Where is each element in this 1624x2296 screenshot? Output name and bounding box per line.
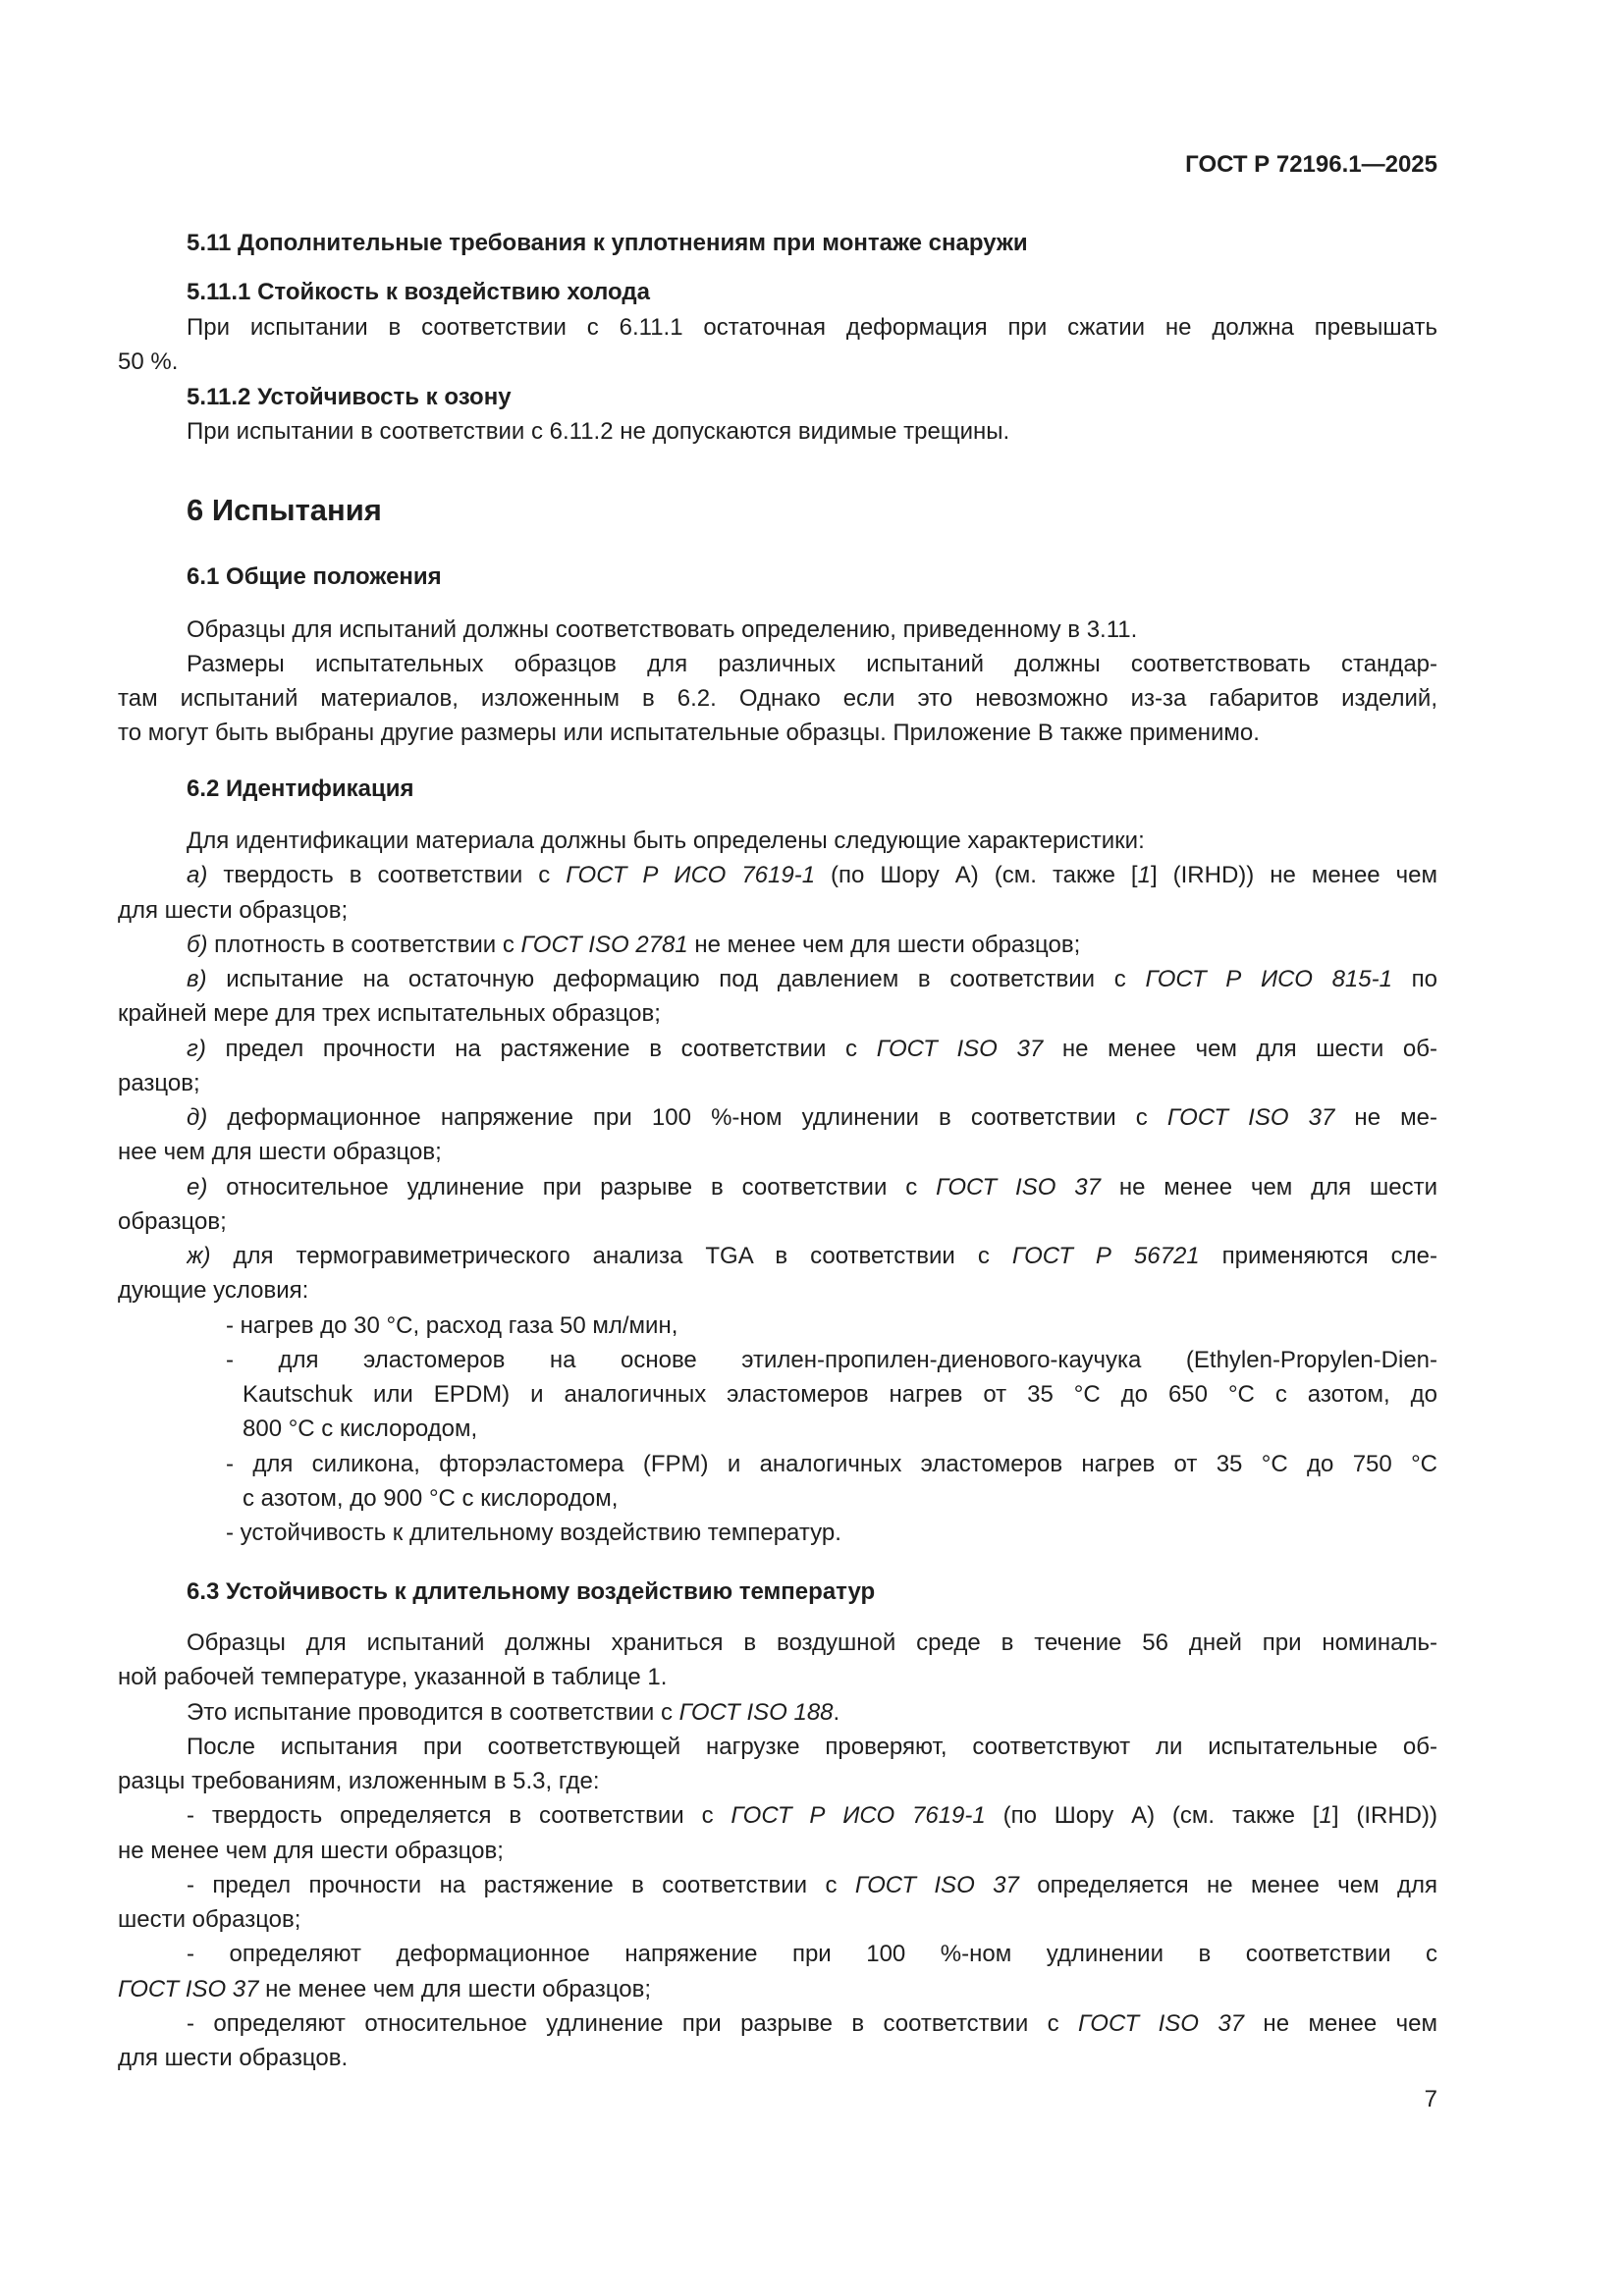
text-line: шести образцов;: [118, 1906, 301, 1933]
text-span: .: [833, 1698, 840, 1726]
text-line: Образцы для испытаний должны соответствовать определению, приведенному в 3.11.: [187, 616, 1138, 643]
text-line: образцов;: [118, 1207, 227, 1235]
text-line: - определяют деформационное напряжение при 100 %-ном удлинении в соответствии с: [187, 1941, 1437, 1968]
text-span: ] (IRHD)) не менее чем: [1150, 862, 1437, 889]
text-span: деформационное напряжение при 100 %-ном удлинении в соответствии с: [207, 1104, 1167, 1131]
text-span: не менее чем для шести образцов;: [258, 1975, 652, 2002]
text-line: нее чем для шести образцов;: [118, 1139, 442, 1166]
text-span: для термогравиметрического анализа TGA в соответствии с: [210, 1243, 1012, 1269]
italic-reference: ГОСТ Р 56721: [1011, 1243, 1200, 1269]
text-line: [187, 929, 1080, 962]
text-line: 6 Испытания: [187, 493, 382, 527]
text-line: [187, 859, 1437, 892]
text-line: [187, 2007, 1437, 2041]
text-line: для шести образцов.: [118, 2045, 349, 2071]
text-line: 6.1 Общие положения: [187, 563, 442, 590]
text-line: Образцы для испытаний должны храниться в воздушной среде в течение 56 дней при номиналь-: [187, 1629, 1437, 1656]
page-number: 7: [1424, 2086, 1437, 2112]
text-span: (по Шору А) (см. также [: [985, 1802, 1320, 1830]
text-span: не менее чем для шести об-: [1043, 1035, 1437, 1062]
text-line: Kautschuk или EPDM) и аналогичных эластомеров нагрев от 35 °С до 650 °С с азотом, до: [243, 1381, 1437, 1408]
italic-reference: ГОСТ ISO 37: [854, 1871, 1019, 1898]
text-span: - определяют относительное удлинение при разрыве в соответствии с: [187, 2009, 1079, 2037]
text-span: Это испытание проводится в соответствии с: [187, 1698, 679, 1726]
italic-reference: ГОСТ ISO 37: [118, 1975, 259, 2002]
text-line: там испытаний материалов, изложенным в 6.2. Однако если это невозможно из-за габаритов изделий,: [118, 685, 1437, 712]
text-line: [187, 1799, 1437, 1833]
text-line: - для силикона, фторэластомера (FPM) и аналогичных эластомеров нагрев от 35 °С до 750 °С: [226, 1450, 1437, 1477]
italic-reference: 1: [1319, 1802, 1332, 1830]
text-line: с азотом, до 900 °С с кислородом,: [243, 1484, 619, 1512]
italic-reference: ГОСТ ISO 37: [1166, 1104, 1335, 1131]
italic-reference: ж): [187, 1243, 211, 1269]
text-line: При испытании в соответствии с 6.11.1 остаточная деформация при сжатии не должна превышать: [187, 314, 1437, 341]
document-code-header: ГОСТ Р 72196.1—2025: [1185, 151, 1437, 178]
text-line: - нагрев до 30 °С, расход газа 50 мл/мин,: [226, 1311, 678, 1339]
text-line: [187, 1869, 1437, 1902]
text-span: плотность в соответствии с: [207, 931, 521, 958]
text-line: - для эластомеров на основе этилен-пропилен-диенового-каучука (Ethylen-Propylen-Dien-: [226, 1346, 1437, 1373]
text-span: не менее чем для шести образцов;: [687, 931, 1081, 958]
italic-reference: ГОСТ ISO 37: [1078, 2009, 1245, 2037]
text-span: определяется не менее чем для: [1018, 1871, 1437, 1898]
italic-reference: ГОСТ Р ИСО 815-1: [1145, 966, 1392, 992]
text-line: [118, 1973, 651, 2006]
text-line: 5.11.1 Стойкость к воздействию холода: [187, 279, 650, 305]
text-line: 50 %.: [118, 348, 179, 375]
text-span: не ме-: [1334, 1104, 1437, 1131]
text-line: 800 °С с кислородом,: [243, 1415, 478, 1443]
text-line: [187, 1101, 1437, 1135]
text-line: [187, 1240, 1437, 1273]
italic-reference: ГОСТ ISO 188: [678, 1698, 834, 1726]
text-span: (по Шору А) (см. также [: [815, 862, 1138, 889]
text-line: [187, 1033, 1437, 1066]
text-line: Для идентификации материала должны быть определены следующие характеристики:: [187, 828, 1145, 854]
text-line: разцы требованиям, изложенным в 5.3, где:: [118, 1768, 600, 1794]
text-line: ной рабочей температуре, указанной в таблице 1.: [118, 1664, 668, 1691]
italic-reference: ГОСТ ISO 2781: [520, 931, 688, 958]
text-line: При испытании в соответствии с 6.11.2 не допускаются видимые трещины.: [187, 418, 1010, 445]
text-line: [187, 963, 1437, 996]
italic-reference: ГОСТ Р ИСО 7619-1: [731, 1802, 986, 1830]
italic-reference: г): [187, 1035, 206, 1062]
text-line: Размеры испытательных образцов для различных испытаний должны соответствовать стандар-: [187, 651, 1437, 677]
text-span: - предел прочности на растяжение в соответствии с: [187, 1871, 855, 1898]
italic-reference: а): [187, 862, 208, 889]
text-span: - твердость определяется в соответствии с: [187, 1802, 731, 1830]
text-span: не менее чем для шести: [1100, 1173, 1437, 1201]
text-line: то могут быть выбраны другие размеры или испытательные образцы. Приложение В также применимо.: [118, 720, 1260, 746]
text-span: испытание на остаточную деформацию под давлением в соответствии с: [206, 966, 1146, 992]
text-line: [187, 1696, 839, 1730]
text-span: по: [1391, 966, 1437, 992]
italic-reference: ГОСТ ISO 37: [936, 1173, 1101, 1201]
text-span: относительное удлинение при разрыве в соответствии с: [207, 1173, 937, 1201]
text-span: твердость в соответствии с: [207, 862, 567, 889]
italic-reference: д): [187, 1104, 208, 1131]
text-span: предел прочности на растяжение в соответствии с: [205, 1035, 877, 1062]
text-line: для шести образцов;: [118, 896, 349, 924]
text-line: не менее чем для шести образцов;: [118, 1837, 504, 1864]
italic-reference: 1: [1137, 862, 1151, 889]
text-span: не менее чем: [1244, 2009, 1437, 2037]
text-line: 6.2 Идентификация: [187, 775, 414, 802]
italic-reference: ГОСТ ISO 37: [876, 1035, 1044, 1062]
italic-reference: в): [187, 966, 207, 992]
text-line: - устойчивость к длительному воздействию температур.: [226, 1520, 841, 1546]
text-line: 5.11.2 Устойчивость к озону: [187, 384, 512, 410]
italic-reference: б): [187, 931, 208, 958]
italic-reference: ГОСТ Р ИСО 7619-1: [566, 862, 816, 889]
text-line: разцов;: [118, 1069, 200, 1096]
text-line: 6.3 Устойчивость к длительному воздействию температур: [187, 1578, 876, 1605]
text-line: 5.11 Дополнительные требования к уплотнениям при монтаже снаружи: [187, 230, 1028, 256]
text-line: дующие условия:: [118, 1277, 309, 1305]
text-line: крайней мере для трех испытательных образцов;: [118, 1000, 661, 1028]
italic-reference: е): [187, 1173, 208, 1201]
text-line: После испытания при соответствующей нагрузке проверяют, соответствуют ли испытательные об-: [187, 1733, 1437, 1760]
text-span: ] (IRHD)): [1331, 1802, 1437, 1830]
text-line: [187, 1171, 1437, 1204]
text-span: применяются сле-: [1199, 1243, 1437, 1269]
